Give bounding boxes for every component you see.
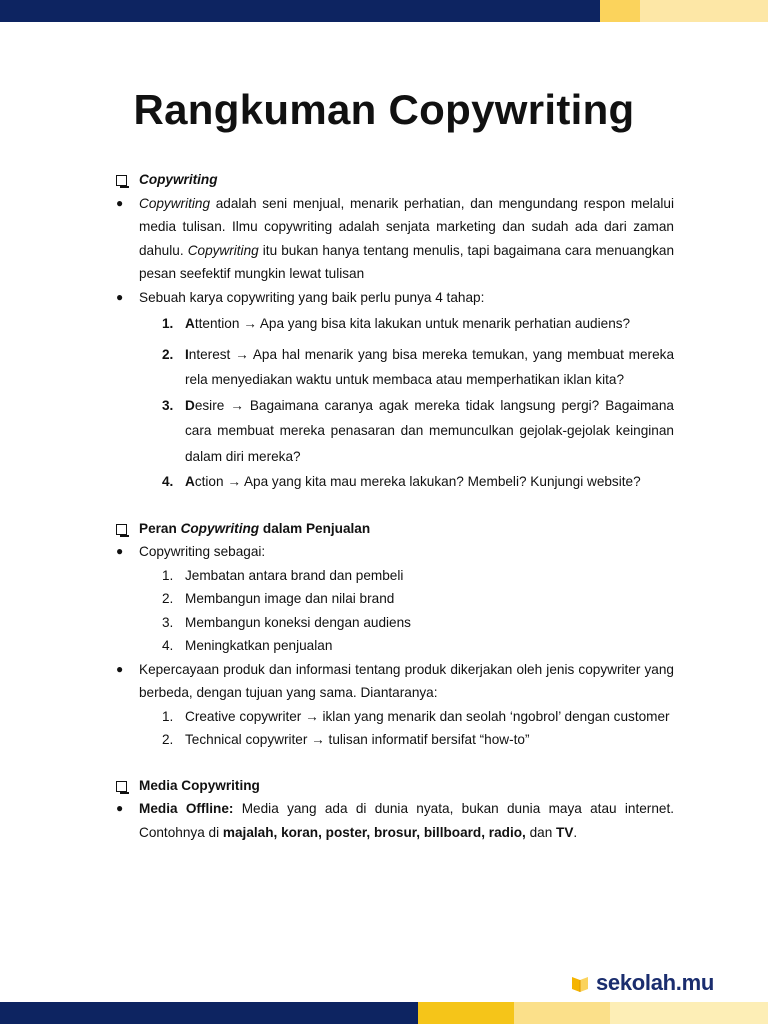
top-color-bar <box>0 0 768 22</box>
paragraph-text: Media yang ada di dunia nyata, bukan dunia maya atau internet. Contohnya di <box>139 801 675 840</box>
bullet-dot-icon: ● <box>116 801 124 815</box>
list-item <box>116 587 674 611</box>
list-text: Jembatan antara brand dan pembeli <box>185 567 404 583</box>
checkbox-bullet-icon <box>116 175 127 186</box>
list-text: esire → Bagaimana caranya agak mereka tidak langsung pergi? Bagaimana cara membuat mereka penasaran dan memunculkan gejolak-gejolak keinginan dalam diri mereka? <box>185 397 674 464</box>
bullet-item <box>116 286 674 310</box>
page-title: Rangkuman Copywriting <box>133 86 635 133</box>
list-number: 2. <box>162 346 174 362</box>
bottom-bar-navy <box>0 1002 418 1024</box>
first-letter: A <box>185 316 195 331</box>
list-number: 3. <box>162 614 174 630</box>
list-item <box>116 312 674 336</box>
paragraph-text: . <box>573 824 578 840</box>
first-letter: D <box>185 397 195 413</box>
bullet-item <box>116 540 674 564</box>
top-bar-light <box>640 0 768 22</box>
heading-text: Copywriting <box>139 172 218 187</box>
heading-text: dalam Penjualan <box>259 520 371 536</box>
aida-list <box>116 312 674 495</box>
list-item <box>116 611 674 635</box>
roles-list <box>116 564 674 658</box>
list-item <box>116 342 674 393</box>
list-number: 4. <box>162 638 174 653</box>
list-item <box>116 728 674 752</box>
list-text: Membangun image dan nilai brand <box>185 591 395 606</box>
list-item <box>116 705 674 729</box>
first-letter: I <box>185 346 189 362</box>
list-number: 3. <box>162 397 174 413</box>
list-number: 1. <box>162 708 174 724</box>
heading-term: Copywriting <box>180 520 260 536</box>
bullet-item <box>116 658 674 705</box>
copywriter-types-list <box>116 705 674 752</box>
heading-text: Media Copywriting <box>139 777 260 793</box>
top-bar-navy <box>0 0 600 22</box>
bullet-item <box>116 797 674 844</box>
checkbox-bullet-icon <box>116 524 127 535</box>
bullet-dot-icon: ● <box>116 195 124 210</box>
list-item <box>116 564 674 588</box>
bottom-bar-gold <box>418 1002 514 1024</box>
emphasis-text: majalah, koran, poster, brosur, billboard, radio, <box>222 824 526 840</box>
book-icon <box>570 973 590 993</box>
term: Copywriting <box>187 242 259 258</box>
brand-logo <box>570 970 714 996</box>
top-bar-gold <box>600 0 640 22</box>
emphasis-text: TV <box>556 824 574 840</box>
list-number: 2. <box>162 591 174 606</box>
list-text: Creative copywriter → iklan yang menarik dan seolah ‘ngobrol’ dengan customer <box>185 708 670 724</box>
bullet-dot-icon: ● <box>116 661 124 676</box>
first-letter: A <box>185 474 195 489</box>
paragraph-text: itu bukan hanya tentang menulis, tapi bagaimana cara menuangkan pesan seefektif mungkin lewat tulisan <box>139 242 675 281</box>
paragraph-text: Copywriting sebagai: <box>139 544 266 559</box>
bottom-bar-cream <box>610 1002 768 1024</box>
document-body <box>116 168 674 844</box>
list-number: 1. <box>162 567 174 583</box>
list-number: 1. <box>162 316 174 331</box>
bullet-item <box>116 192 674 286</box>
list-text: ction → Apa yang kita mau mereka lakukan? Membeli? Kunjungi website? <box>194 474 641 489</box>
section-heading <box>116 168 674 192</box>
term: Copywriting <box>139 195 211 211</box>
list-text: nterest → Apa hal menarik yang bisa mereka temukan, yang membuat mereka rela menyediakan waktu untuk membaca atau memperhatikan iklan kita? <box>185 346 674 387</box>
list-number: 4. <box>162 474 174 489</box>
heading-text: Peran <box>139 520 181 536</box>
paragraph-text: dan <box>525 824 557 840</box>
list-item <box>116 393 674 470</box>
bottom-bar-light-gold <box>514 1002 610 1024</box>
bullet-dot-icon: ● <box>116 289 124 304</box>
section-heading <box>116 517 674 541</box>
list-text: Technical copywriter → tulisan informatif bersifat “how-to” <box>185 732 530 747</box>
checkbox-bullet-icon <box>116 781 127 792</box>
list-text: Membangun koneksi dengan audiens <box>185 614 411 630</box>
section-heading <box>116 774 674 798</box>
list-item <box>116 634 674 658</box>
list-text: ttention → Apa yang bisa kita lakukan untuk menarik perhatian audiens? <box>194 316 631 331</box>
paragraph-text: adalah seni menjual, menarik perhatian, dan mengundang respon melalui media tulisan. Ilmu copywriting adalah senjata marketing dan sudah ada dari zaman dahulu. <box>139 195 674 258</box>
list-item <box>116 469 674 495</box>
logo-text: sekolah.mu <box>595 970 714 995</box>
list-text: Meningkatkan penjualan <box>185 638 333 653</box>
bullet-dot-icon: ● <box>116 544 124 558</box>
paragraph-text: Kepercayaan produk dan informasi tentang produk dikerjakan oleh jenis copywriter yang berbeda, dengan tujuan yang sama. Diantaranya: <box>139 661 674 700</box>
paragraph-text: Sebuah karya copywriting yang baik perlu punya 4 tahap: <box>139 289 485 305</box>
list-number: 2. <box>162 732 174 747</box>
bottom-color-bar <box>0 1002 768 1024</box>
term-label: Media Offline: <box>139 801 234 816</box>
